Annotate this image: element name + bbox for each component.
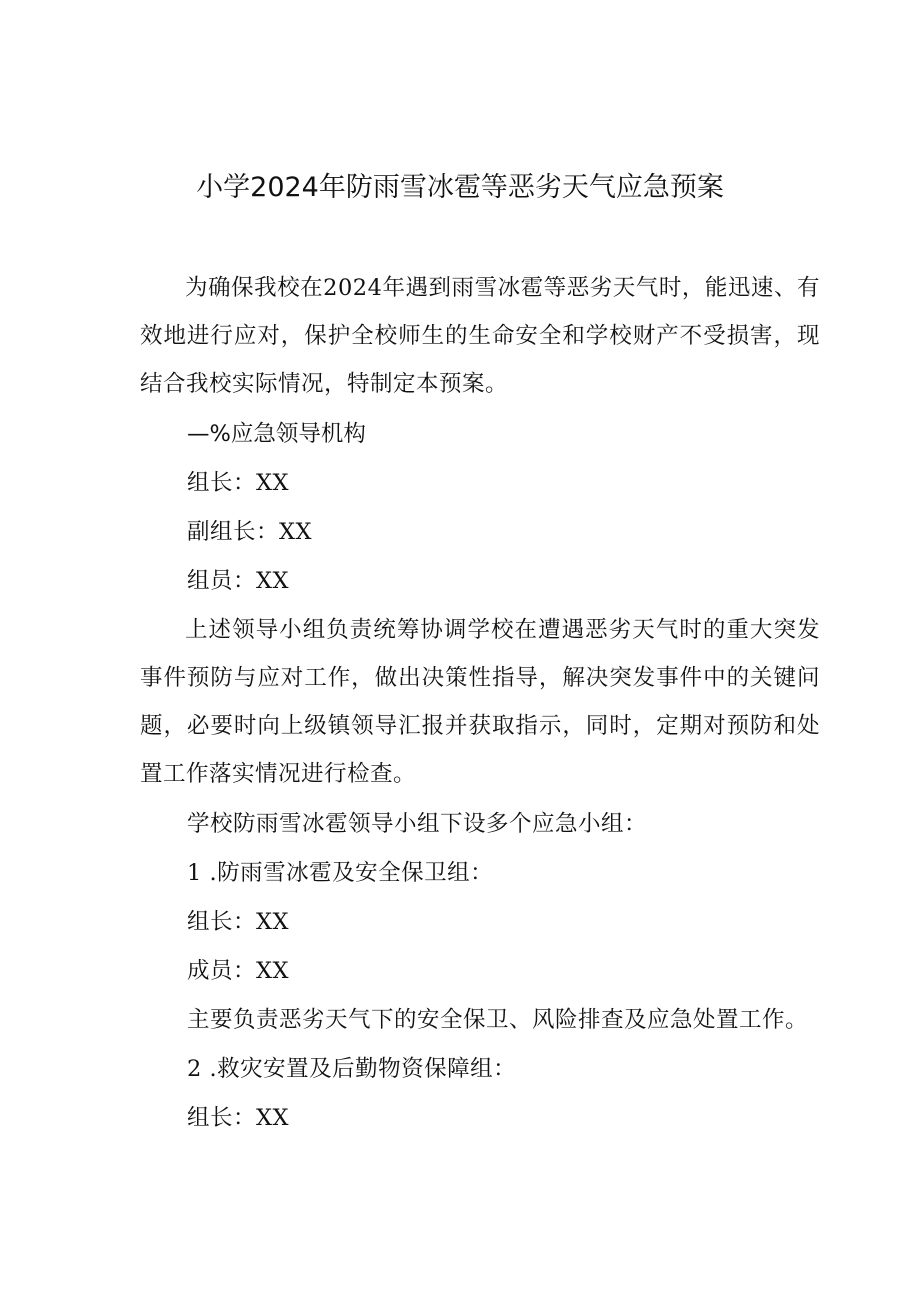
group1-leader-line: 组长：XX [187, 909, 290, 935]
group1-members-line: 成员：XX [187, 958, 290, 984]
group1-duty-line: 主要负责恶劣天气下的安全保卫、风险排查及应急处置工作。 [187, 1007, 809, 1033]
group2-heading: 2 .救灾安置及后勤物资保障组： [187, 1056, 517, 1082]
subgroups-intro-line: 学校防雨雪冰雹领导小组下设多个应急小组： [187, 811, 648, 837]
document-title: 小学2024年防雨雪冰雹等恶劣天气应急预案 [196, 172, 724, 203]
deputy-leader-line: 副组长：XX [187, 519, 313, 545]
responsibility-paragraph: 上述领导小组负责统筹协调学校在遭遇恶劣天气时的重大突发事件预防与应对工作，做出决策性指导，解决突发事件中的关键问题，必要时向上级镇领导汇报并获取指示，同时，定期对预防和处置工作落实情况进行检查。 [140, 617, 820, 787]
section-heading-leadership: —%应急领导机构 [187, 421, 366, 447]
leader-line: 组长：XX [187, 470, 290, 496]
group2-leader-line: 组长：XX [187, 1105, 290, 1131]
members-line: 组员：XX [187, 568, 290, 594]
group1-heading: 1 .防雨雪冰雹及安全保卫组： [187, 860, 494, 886]
intro-paragraph: 为确保我校在2024年遇到雨雪冰雹等恶劣天气时，能迅速、有效地进行应对，保护全校师生的生命安全和学校财产不受损害，现结合我校实际情况，特制定本预案。 [140, 275, 820, 397]
